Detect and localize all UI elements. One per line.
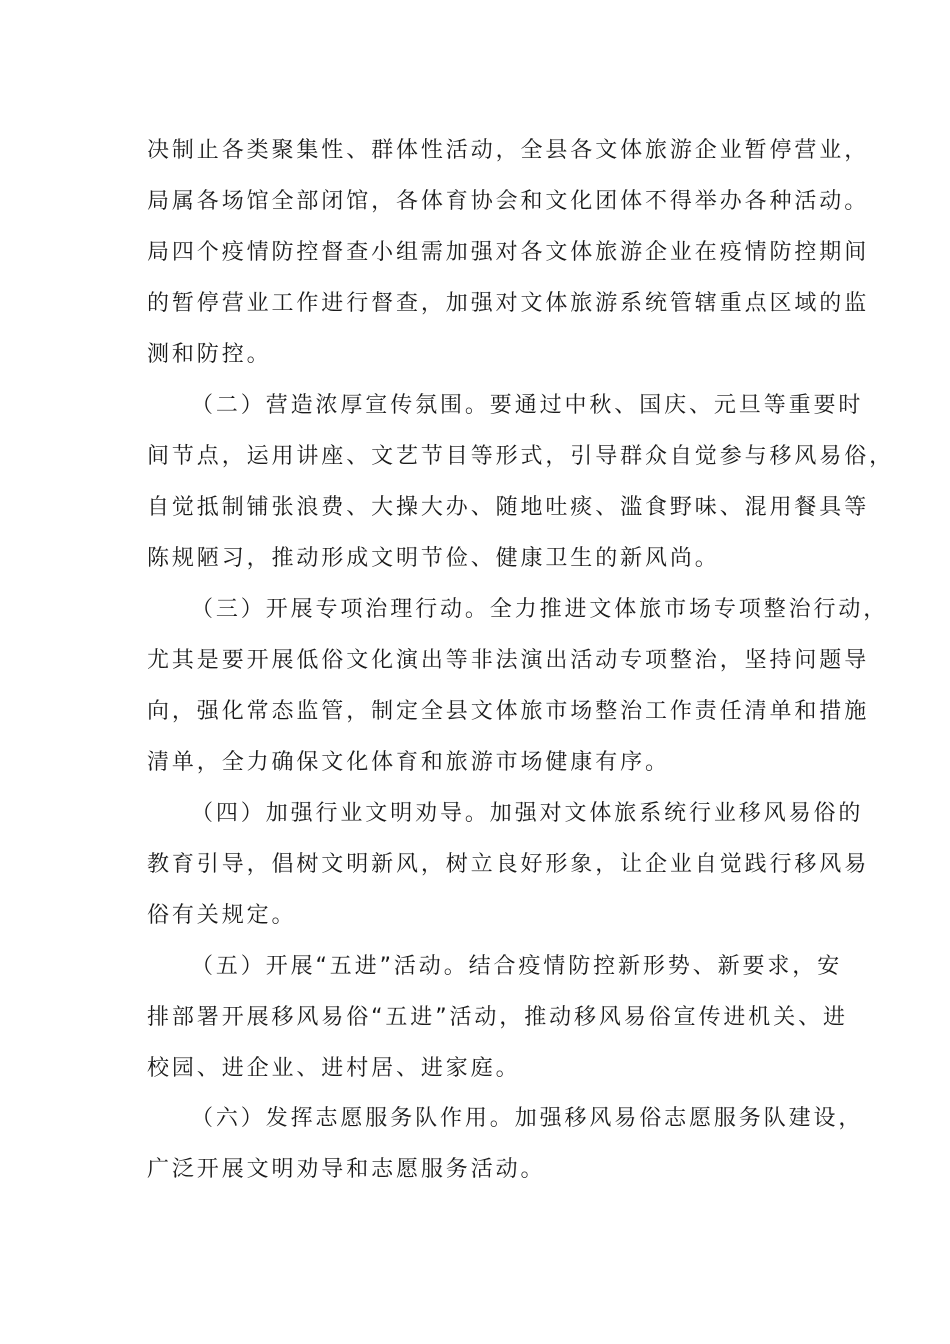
text-line: 广泛开展文明劝导和志愿服务活动。: [147, 1157, 546, 1182]
text-line: 间节点，运用讲座、文艺节目等形式，引导群众自觉参与移风易俗，: [147, 444, 895, 469]
text-line: 排部署开展移风易俗“五进”活动，推动移风易俗宣传进机关、进: [147, 1005, 848, 1030]
section-heading-line: （二）营造浓厚宣传氛围。要通过中秋、国庆、元旦等重要时: [191, 393, 864, 418]
text-line: 俗有关规定。: [147, 903, 297, 928]
text-line: 局属各场馆全部闭馆，各体育协会和文化团体不得举办各种活动。: [147, 189, 870, 214]
text-line: 清单，全力确保文化体育和旅游市场健康有序。: [147, 750, 670, 775]
text-line: 的暂停营业工作进行督查，加强对文体旅游系统管辖重点区域的监: [147, 291, 870, 316]
text-line: 向，强化常态监管，制定全县文体旅市场整治工作责任清单和措施: [147, 699, 870, 724]
text-line: 校园、进企业、进村居、进家庭。: [147, 1056, 521, 1081]
section-heading-line: （四）加强行业文明劝导。加强对文体旅系统行业移风易俗的: [191, 801, 864, 826]
text-line: 教育引导，倡树文明新风，树立良好形象，让企业自觉践行移风易: [147, 852, 870, 877]
text-line: 决制止各类聚集性、群体性活动，全县各文体旅游企业暂停营业，: [147, 138, 870, 163]
section-heading-line: （五）开展“五进”活动。结合疫情防控新形势、新要求，安: [191, 954, 843, 979]
text-line: 测和防控。: [147, 342, 272, 367]
text-line: 尤其是要开展低俗文化演出等非法演出活动专项整治，坚持问题导: [147, 648, 870, 673]
text-line: 自觉抵制铺张浪费、大操大办、随地吐痰、滥食野味、混用餐具等: [147, 495, 870, 520]
text-line: 陈规陋习，推动形成文明节俭、健康卫生的新风尚。: [147, 546, 720, 571]
section-heading-line: （三）开展专项治理行动。全力推进文体旅市场专项整治行动，: [191, 597, 889, 622]
text-line: 局四个疫情防控督查小组需加强对各文体旅游企业在疫情防控期间: [147, 240, 870, 265]
section-heading-line: （六）发挥志愿服务队作用。加强移风易俗志愿服务队建设，: [191, 1106, 864, 1131]
